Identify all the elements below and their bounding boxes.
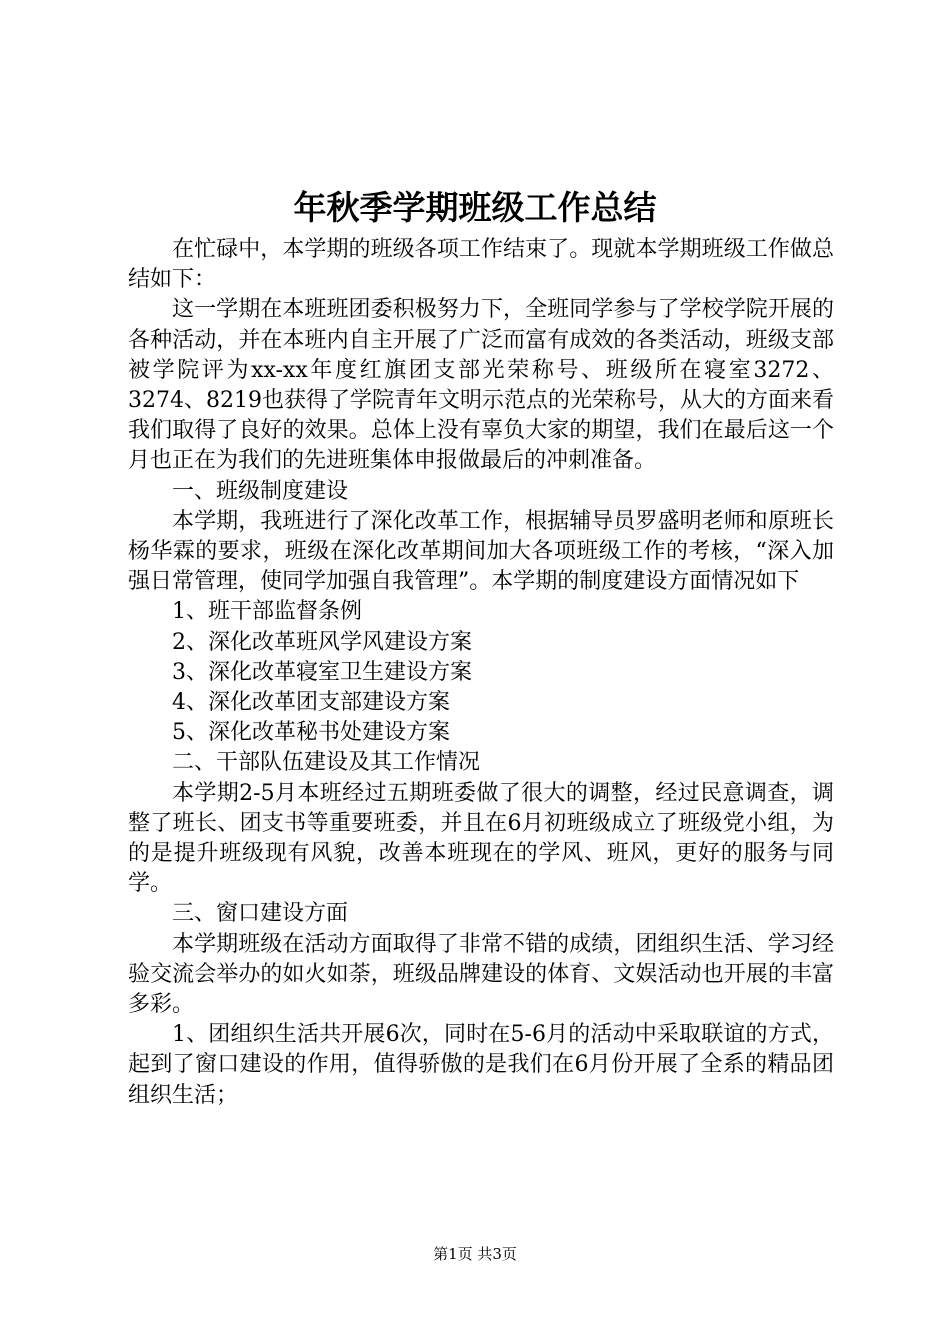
list-item: 1、班干部监督条例	[172, 599, 362, 625]
section-heading-2: 二、干部队伍建设及其工作情况	[172, 750, 481, 776]
section-heading-1: 一、班级制度建设	[172, 478, 349, 504]
list-item: 2、深化改革班风学风建设方案	[172, 629, 472, 655]
paragraph-league-activities: 1、团组织生活共开展6次，同时在5-6月的活动中采取联谊的方式，起到了窗口建设的作用，值得骄傲的是我们在6月份开展了全系的精品团组织生活；	[128, 1022, 834, 1108]
paragraph-window-building: 本学期班级在活动方面取得了非常不错的成绩，团组织生活、学习经验交流会举办的如火如荼，班级品牌建设的体育、文娱活动也开展的丰富多彩。	[128, 931, 834, 1018]
page-number-footer: 第1页 共3页	[433, 1245, 517, 1263]
paragraph-intro: 在忙碌中，本学期的班级各项工作结束了。现就本学期班级工作做总结如下：	[128, 237, 834, 293]
paragraph-system-building: 本学期，我班进行了深化改革工作，根据辅导员罗盛明老师和原班长杨华霖的要求，班级在深化改革期间加大各项班级工作的考核，“深入加强日常管理，使同学加强自我管理”。本学期的制度建设方面情况如下	[128, 508, 834, 595]
paragraph-overview: 这一学期在本班班团委积极努力下，全班同学参与了学校学院开展的各种活动，并在本班内自主开展了广泛而富有成效的各类活动，班级支部被学院评为xx-xx年度红旗团支部光荣称号、班级所在寝室3272、3274、8219也获得了学院青年文明示范点的光荣称号，从大的方面来看我们取得了良好的效果。总体上没有辜负大家的期望，我们在最后这一个月也正在为我们的先进班集体申报做最后的冲刺准备。	[128, 297, 834, 474]
section-heading-3: 三、窗口建设方面	[172, 901, 349, 927]
document-title: 年秋季学期班级工作总结	[293, 188, 657, 227]
document-body	[128, 235, 834, 1111]
list-item: 3、深化改革寝室卫生建设方案	[172, 659, 472, 685]
list-item: 5、深化改革秘书处建设方案	[172, 720, 450, 746]
paragraph-cadre-building: 本学期2-5月本班经过五期班委做了很大的调整，经过民意调查，调整了班长、团支书等重要班委，并且在6月初班级成立了班级党小组，为的是提升班级现有风貌，改善本班现在的学风、班风，更好的服务与同学。	[128, 780, 834, 897]
list-item: 4、深化改革团支部建设方案	[172, 690, 450, 716]
